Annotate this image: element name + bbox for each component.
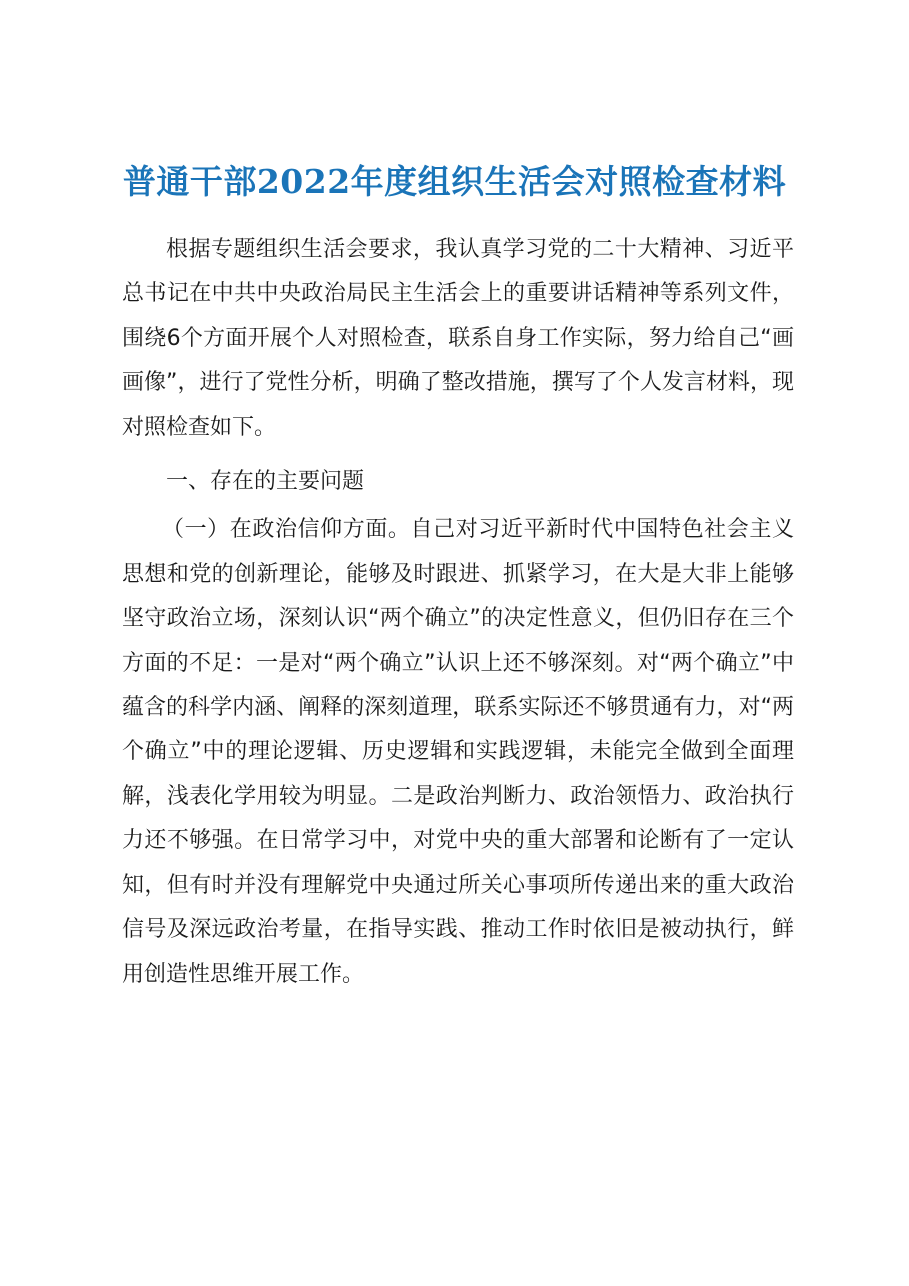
body-paragraph: （一）在政治信仰方面。自己对习近平新时代中国特色社会主义思想和党的创新理论，能够及时跟进、抓紧学习，在大是大非上能够坚守政治立场，深刻认识“两个确立”的决定性意义，但仍旧存在三个方面的不足：一是对“两个确立”认识上还不够深刻。对“两个确立”中蕴含的科学内涵、阐释的深刻道理，联系实际还不够贯通有力，对“两个确立”中的理论逻辑、历史逻辑和实践逻辑，未能完全做到全面理解，浅表化学用较为明显。二是政治判断力、政治领悟力、政治执行力还不够强。在日常学习中，对党中央的重大部署和论断有了一定认知，但有时并没有理解党中央通过所关心事项所传递出来的重大政治信号及深远政治考量，在指导实践、推动工作时依旧是被动执行，鲜用创造性思维开展工作。 (122, 517, 794, 987)
document-body (122, 228, 794, 997)
section-heading: 一、存在的主要问题 (166, 469, 365, 495)
intro-paragraph: 根据专题组织生活会要求，我认真学习党的二十大精神、习近平总书记在中共中央政治局民主生活会上的重要讲话精神等系列文件，围绕6个方面开展个人对照检查，联系自身工作实际，努力给自己“画画像”，进行了党性分析，明确了整改措施，撰写了个人发言材料，现对照检查如下。 (122, 237, 794, 440)
document-title: 普通干部2022年度组织生活会对照检查材料 (122, 162, 787, 201)
